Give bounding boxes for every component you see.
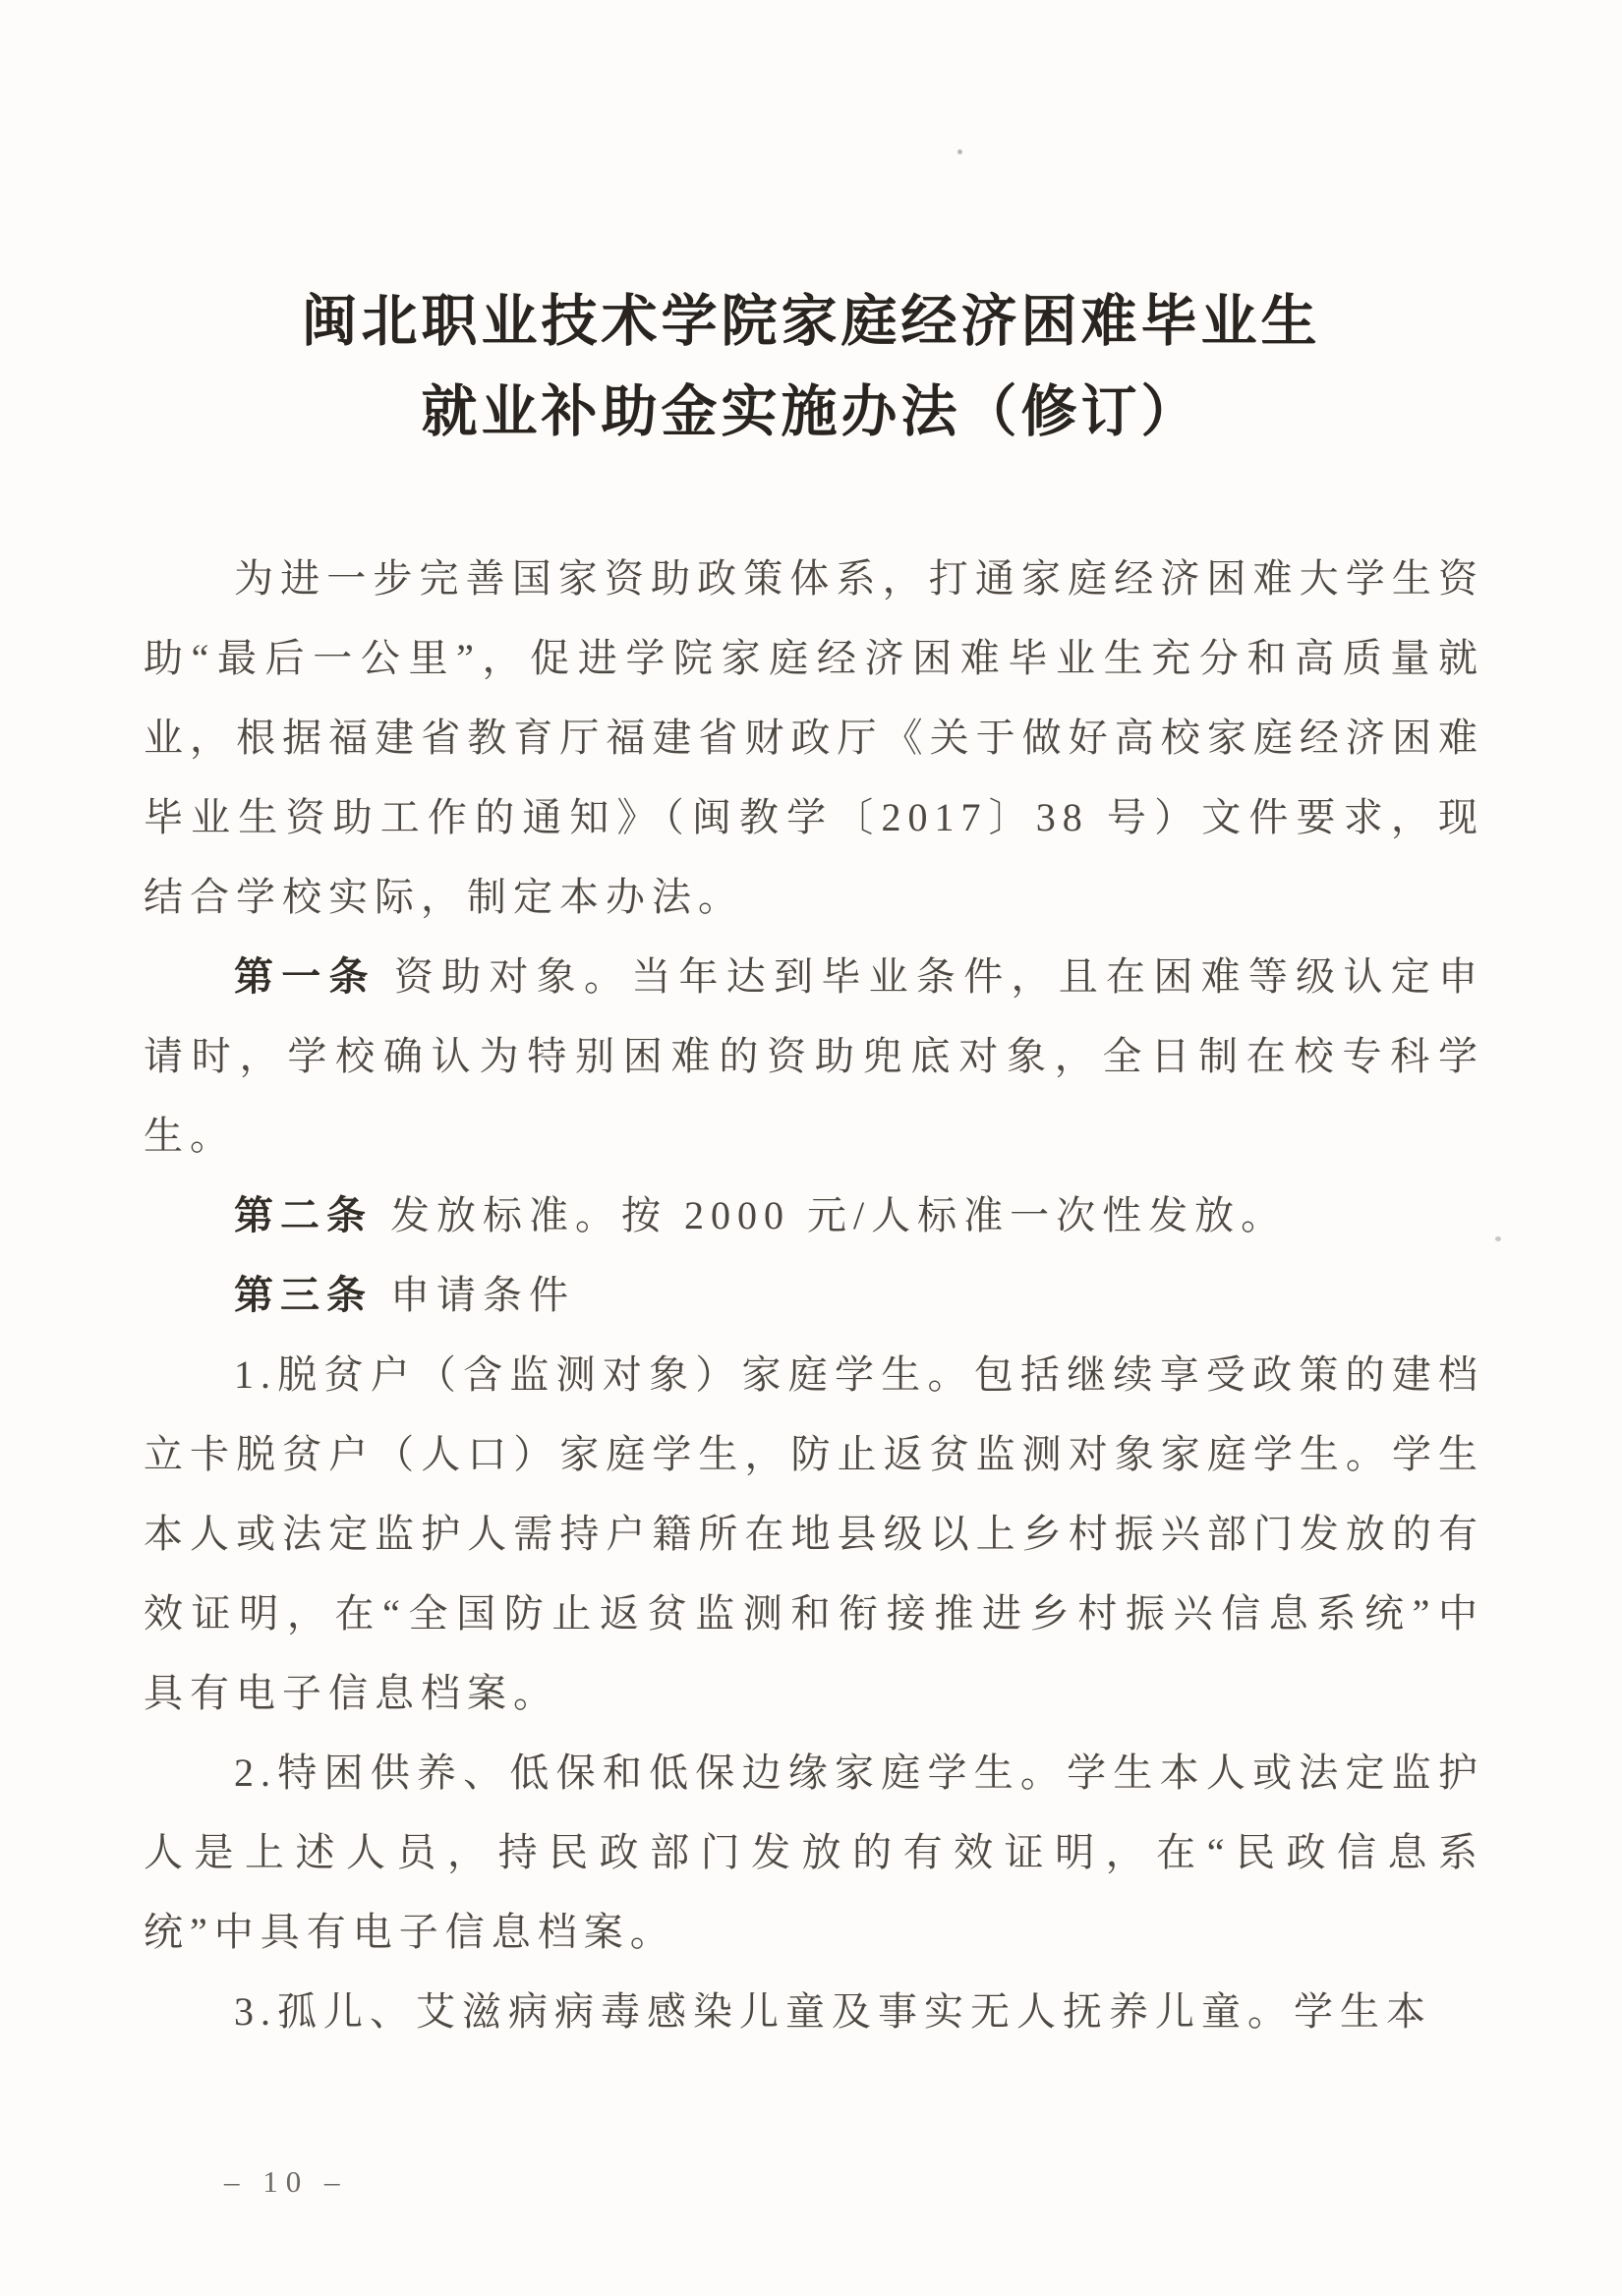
- article-1-label: 第一条: [234, 954, 377, 999]
- article-2-label: 第二条: [234, 1193, 373, 1237]
- paragraph-condition-3: [144, 1972, 1484, 2051]
- condition-3-text: 3.孤儿、艾滋病病毒感染儿童及事实无人抚养儿童。学生本: [234, 1989, 1432, 2034]
- article-3-text: 申请条件: [390, 1273, 575, 1317]
- title-line-2: 就业补助金实施办法（修订）: [421, 381, 1201, 443]
- article-1-text: 资助对象。当年达到毕业条件，且在困难等级认定申请时，学校确认为特别困难的资助兜底对象，全日制在校专科学生。: [144, 954, 1485, 1158]
- article-3-label: 第三条: [234, 1273, 373, 1317]
- paragraph-article-1: [144, 937, 1484, 1176]
- condition-2-text: 2.特困供养、低保和低保边缘家庭学生。学生本人或法定监护人是上述人员，持民政部门发放的有效证明，在“民政信息系统”中具有电子信息档案。: [144, 1751, 1484, 1954]
- paragraph-condition-2: [144, 1733, 1484, 1972]
- condition-1-text: 1.脱贫户（含监测对象）家庭学生。包括继续享受政策的建档立卡脱贫户（人口）家庭学生，防止返贫监测对象家庭学生。学生本人或法定监护人需持户籍所在地县级以上乡村振兴部门发放的有效证明，在“全国防止返贫监测和衔接推进乡村振兴信息系统”中具有电子信息档案。: [144, 1352, 1484, 1715]
- page-number: – 10 –: [224, 2164, 348, 2199]
- document-title: [0, 277, 1622, 458]
- paragraph-article-3: [144, 1255, 1484, 1335]
- title-line-1: 闽北职业技术学院家庭经济困难毕业生: [301, 291, 1321, 353]
- paragraph-intro: [144, 539, 1484, 937]
- scan-artifact-dot: [957, 149, 962, 154]
- paragraph-article-2: [144, 1176, 1484, 1255]
- paragraph-intro-text: 为进一步完善国家资助政策体系，打通家庭经济困难大学生资助“最后一公里”，促进学院家庭经济困难毕业生充分和高质量就业，根据福建省教育厅福建省财政厅《关于做好高校家庭经济困难毕业生资助工作的通知》（闽教学〔2017〕38 号）文件要求，现结合学校实际，制定本办法。: [144, 556, 1484, 919]
- document-body: [144, 539, 1484, 2051]
- article-2-text: 发放标准。按 2000 元/人标准一次性发放。: [390, 1193, 1288, 1237]
- paragraph-condition-1: [144, 1335, 1484, 1733]
- scan-artifact-dot: [1495, 1236, 1501, 1241]
